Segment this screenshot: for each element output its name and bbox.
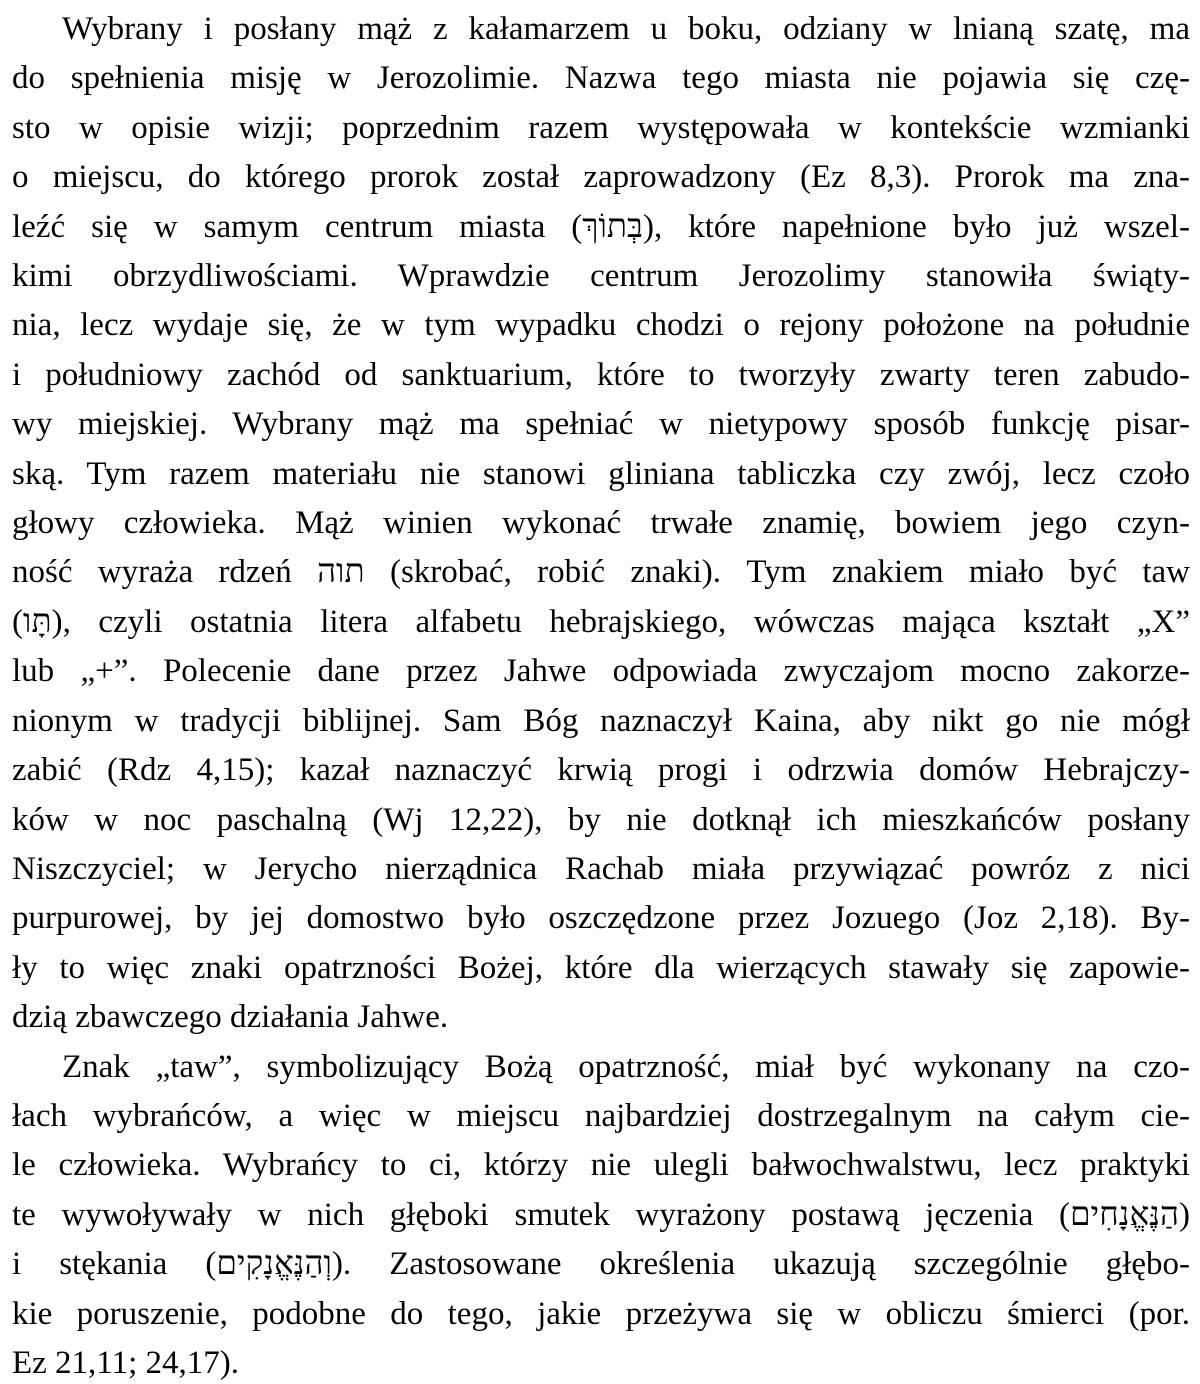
text-line: głowy człowieka. Mąż winien wykonać trwałe znamię, bowiem jego czyn- xyxy=(12,505,1190,542)
text-line: nia, lecz wydaje się, że w tym wypadku chodzi o rejony położone na południe xyxy=(12,307,1190,344)
text-line: sto w opisie wizji; poprzednim razem występowała w kontekście wzmianki xyxy=(12,109,1190,146)
text-line: (תָּו), czyli ostatnia litera alfabetu hebrajskiego, wówczas mająca kształt „X” xyxy=(12,603,1190,640)
text-line: lub „+”. Polecenie dane przez Jahwe odpowiada zwyczajom mocno zakorze- xyxy=(12,653,1190,690)
text-line: ność wyraża rdzeń תוה (skrobać, robić znaki). Tym znakiem miało być taw xyxy=(12,554,1190,591)
text-line: ły to więc znaki opatrzności Bożej, które dla wierzących stawały się zapowie- xyxy=(12,949,1190,986)
text-line: i stękania (וְהַנֶּאֱנָקִים). Zastosowane określenia ukazują szczególnie głębo- xyxy=(12,1246,1190,1283)
text-line: i południowy zachód od sanktuarium, które to tworzyły zwarty teren zabudo- xyxy=(12,356,1190,393)
text-line: kimi obrzydliwościami. Wprawdzie centrum Jerozolimy stanowiła świąty- xyxy=(12,258,1190,295)
text-line: te wywoływały w nich głęboki smutek wyrażony postawą jęczenia (הַנֶּאֱנָחִים) xyxy=(12,1196,1190,1233)
text-line: zabić (Rdz 4,15); kazał naznaczyć krwią progi i odrzwia domów Hebrajczy- xyxy=(12,752,1190,789)
text-line: kie poruszenie, podobne do tego, jakie przeżywa się w obliczu śmierci (por. xyxy=(12,1295,1190,1332)
text-line: leźć się w samym centrum miasta (בְּתוֹךְ), które napełnione było już wszel- xyxy=(12,208,1190,245)
text-line: Wybrany i posłany mąż z kałamarzem u boku, odziany w lnianą szatę, ma xyxy=(62,11,1190,47)
text-line: wy miejskiej. Wybrany mąż ma spełniać w nietypowy sposób funkcję pisar- xyxy=(12,406,1190,443)
text-line: Znak „taw”, symbolizujący Bożą opatrzność, miał być wykonany na czo- xyxy=(62,1048,1190,1085)
text-line: łach wybrańców, a więc w miejscu najbardziej dostrzegalnym na całym cie- xyxy=(12,1097,1190,1134)
text-line: dzią zbawczego działania Jahwe. xyxy=(12,999,449,1036)
text-line: do spełnienia misję w Jerozolimie. Nazwa tego miasta nie pojawia się czę- xyxy=(12,60,1190,97)
text-line: o miejscu, do którego prorok został zaprowadzony (Ez 8,3). Prorok ma zna- xyxy=(12,159,1190,196)
text-line: Ez 21,11; 24,17). xyxy=(12,1344,239,1381)
text-line: purpurowej, by jej domostwo było oszczędzone przez Jozuego (Joz 2,18). By- xyxy=(12,900,1190,937)
text-line: le człowieka. Wybrańcy to ci, którzy nie ulegli bałwochwalstwu, lecz praktyki xyxy=(12,1147,1190,1184)
paragraph-2 xyxy=(12,1043,1190,1384)
text-line: ską. Tym razem materiału nie stanowi gliniana tabliczka czy zwój, lecz czoło xyxy=(12,455,1190,492)
text-line: ków w noc paschalną (Wj 12,22), by nie dotknął ich mieszkańców posłany xyxy=(12,801,1190,838)
text-line: Niszczyciel; w Jerycho nierządnica Rachab miała przywiązać powróz z nici xyxy=(12,850,1190,887)
paragraph-1 xyxy=(12,5,1190,1043)
text-line: nionym w tradycji biblijnej. Sam Bóg naznaczył Kaina, aby nikt go nie mógł xyxy=(12,702,1190,739)
